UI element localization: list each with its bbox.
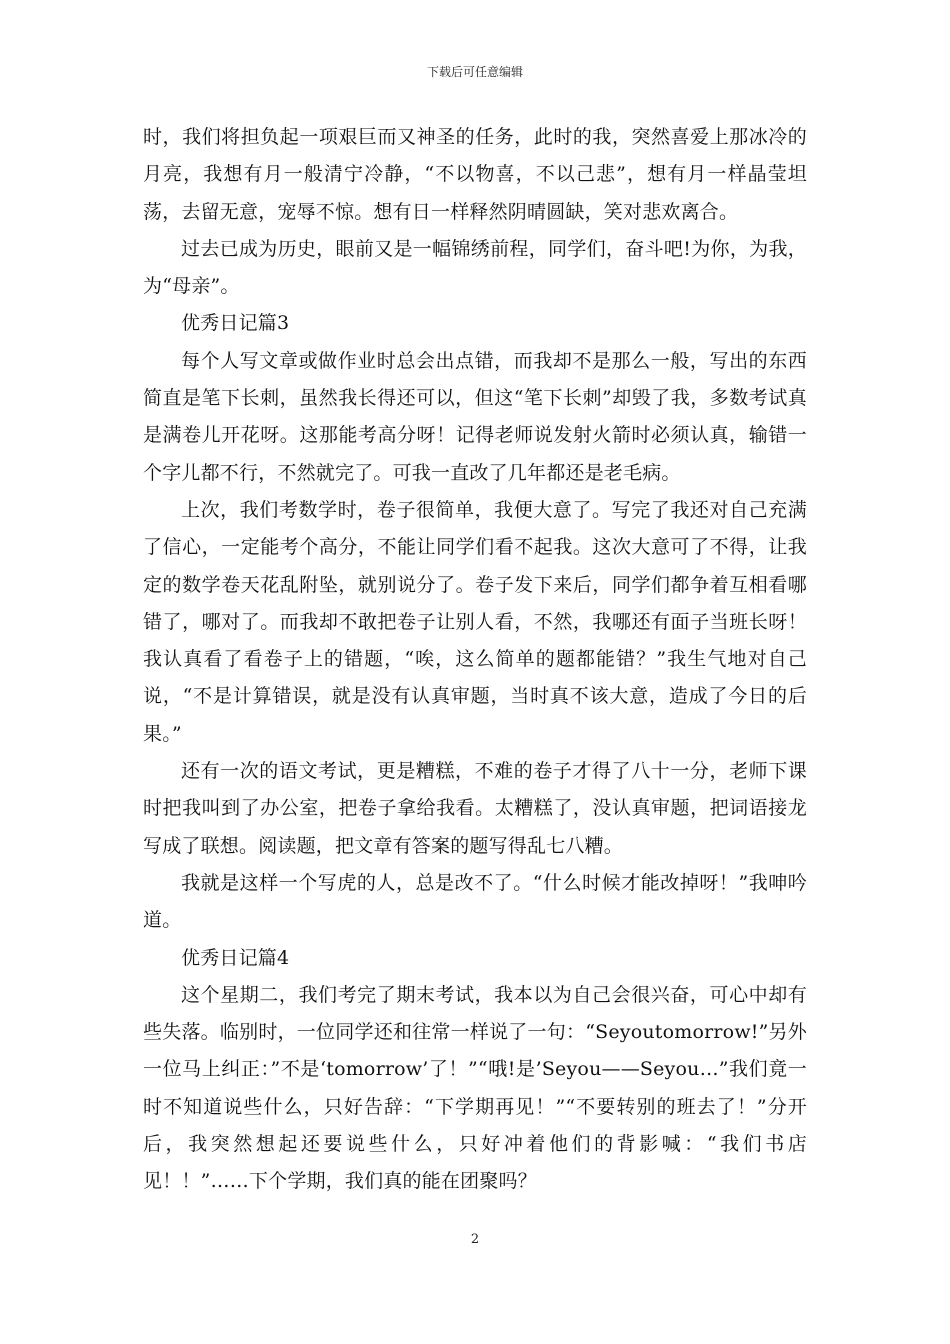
- paragraph: 上次，我们考数学时，卷子很简单，我便大意了。写完了我还对自己充满了信心，一定能考个高分，不能让同学们看不起我。这次大意可了不得，让我定的数学卷天花乱附坠，就别说分了。卷子发下来后，同学们都争着互相看哪错了，哪对了。而我却不敢把卷子让别人看，不然，我哪还有面子当班长呀！我认真看了看卷子上的错题，“唉，这么简单的题都能错？”我生气地对自己说，“不是计算错误，就是没有认真审题，当时真不该大意，造成了今日的后果。”: [143, 498, 807, 745]
- document-body: [143, 119, 807, 1201]
- paragraph: 过去已成为历史，眼前又是一幅锦绣前程，同学们，奋斗吧!为你，为我，为“母亲”。: [143, 237, 807, 298]
- page-header: 下载后可任意编辑: [426, 65, 523, 79]
- page-number: 2: [470, 1232, 480, 1247]
- paragraph-continued: 时，我们将担负起一项艰巨而又神圣的任务，此时的我，突然喜爱上那冰冷的月亮，我想有月一般清宁冷静，“不以物喜，不以己悲”，想有月一样晶莹坦荡，去留无意，宠辱不惊。想有日一样释然阴晴圆缺，笑对悲欢离合。: [143, 126, 807, 223]
- section-heading-diary-4: 优秀日记篇4: [181, 946, 290, 969]
- paragraph: 这个星期二，我们考完了期末考试，我本以为自己会很兴奋，可心中却有些失落。临别时，一位同学还和往常一样说了一句：“Seyoutomorrow!”另外一位马上纠正：”不是‘tomorrow’了！”“哦!是’Seyou——Seyou…”我们竟一时不知道说些什么，只好告辞：“下学期再见！”“不要转别的班去了！”分开后，我突然想起还要说些什么，只好冲着他们的背影喊：“我们书店见！！”……下个学期，我们真的能在团聚吗？: [143, 983, 807, 1193]
- paragraph: 我就是这样一个写虎的人，总是改不了。“什么时候才能改掉呀！”我呻吟道。: [143, 871, 807, 932]
- paragraph: 每个人写文章或做作业时总会出点错，而我却不是那么一般，写出的东西简直是笔下长刺，虽然我长得还可以，但这“笔下长刺”却毁了我，多数考试真是满卷儿开花呀。这那能考高分呀！记得老师说发射火箭时必须认真，输错一个字儿都不行，不然就完了。可我一直改了几年都还是老毛病。: [143, 349, 807, 484]
- section-heading-diary-3: 优秀日记篇3: [181, 312, 290, 335]
- paragraph: 还有一次的语文考试，更是糟糕，不难的卷子才得了八十一分，老师下课时把我叫到了办公室，把卷子拿给我看。太糟糕了，没认真审题，把词语接龙写成了联想。阅读题，把文章有答案的题写得乱七八糟。: [143, 760, 807, 857]
